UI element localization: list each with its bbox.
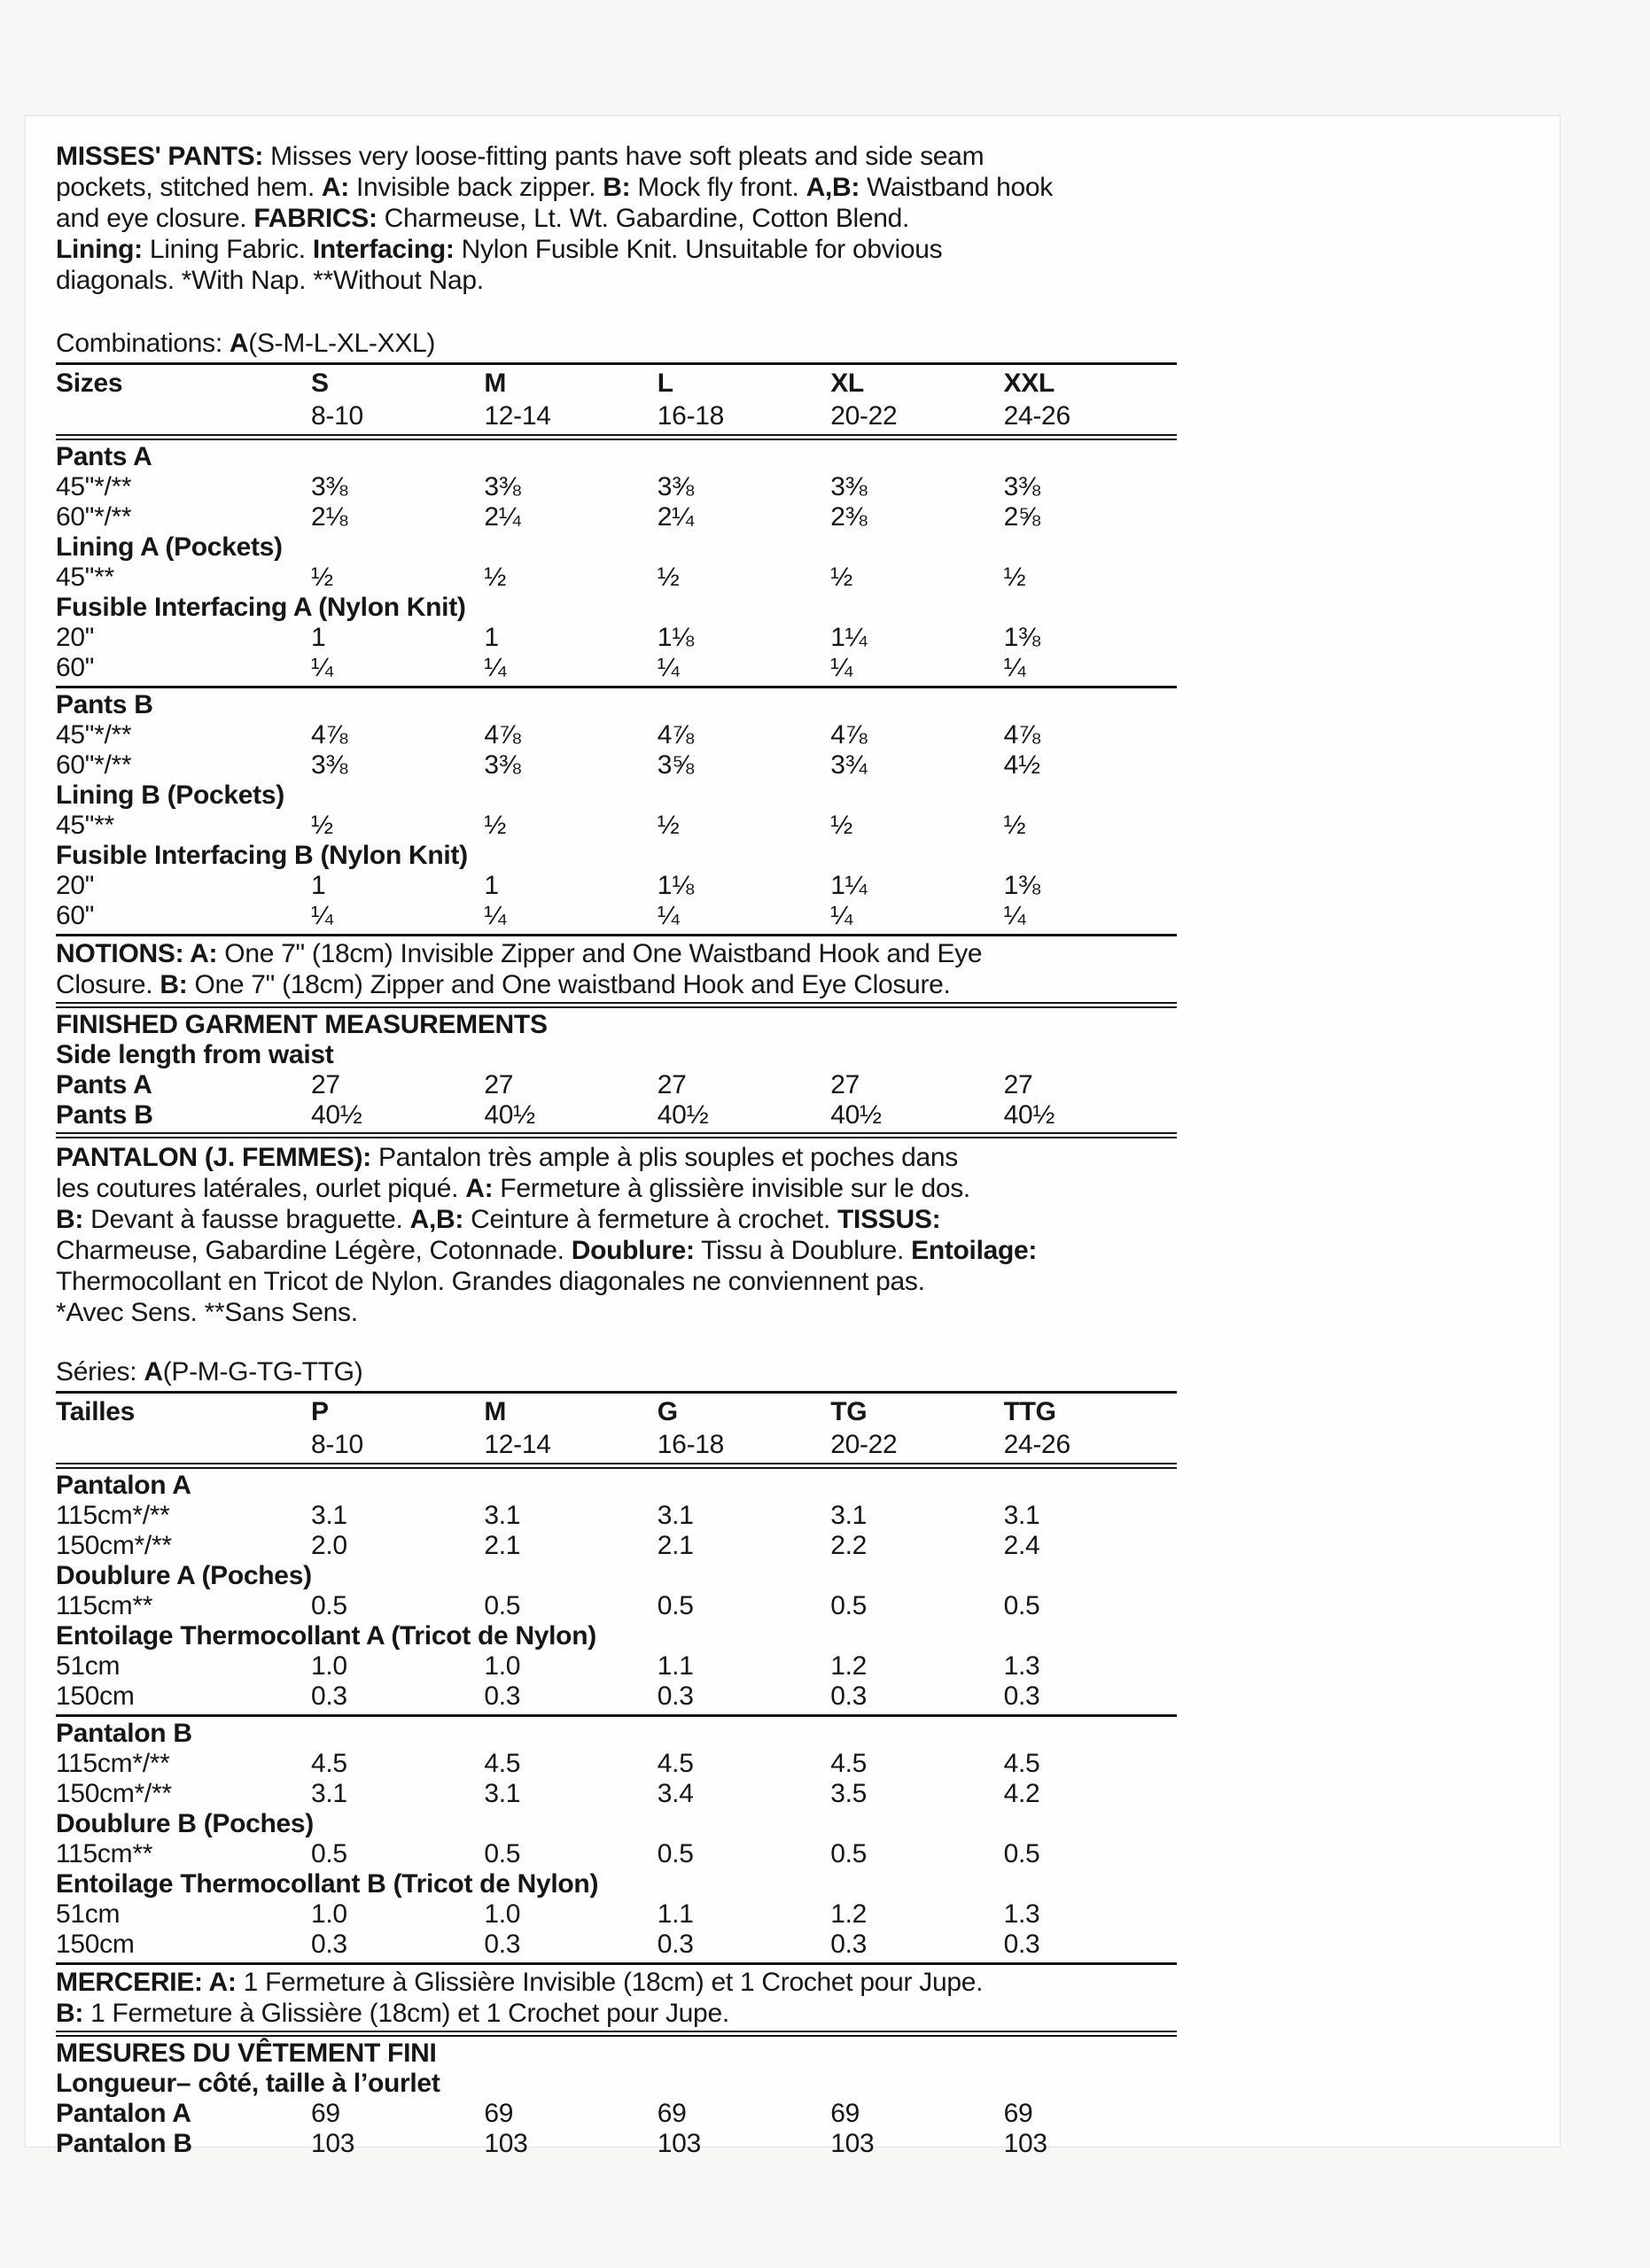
cell-value: 2.2 — [830, 1531, 867, 1560]
text-run: B: — [603, 173, 631, 202]
table-row — [56, 1100, 1177, 1130]
cell-value: M — [484, 1397, 507, 1426]
table-row — [56, 1070, 1177, 1100]
text-run: One 7" (18cm) Zipper and One waistband Hook and Eye Closure. — [187, 970, 951, 999]
cell-value: 0.3 — [830, 1930, 867, 1959]
row-label: Pantalon B — [56, 2129, 192, 2158]
row-label: 60"*/** — [56, 502, 132, 532]
table-row — [56, 720, 1177, 750]
table-row — [56, 502, 1177, 532]
divider-rule — [56, 2031, 1177, 2037]
cell-value: 2.0 — [311, 1531, 347, 1560]
text-run: Pantalon très ample à plis souples et poches dans — [370, 1143, 958, 1172]
row-label: Fusible Interfacing B (Nylon Knit) — [56, 841, 468, 870]
yardage-table-english — [56, 362, 1177, 936]
table-row — [56, 1395, 1177, 1428]
cell-value: 0.3 — [657, 1930, 694, 1959]
text-run: B: — [160, 970, 188, 999]
divider-rule — [56, 686, 1177, 688]
notions-paragraph — [56, 938, 1177, 1000]
cell-value: 103 — [484, 2129, 528, 2158]
table-row — [56, 1621, 1177, 1651]
row-label: 45"** — [56, 563, 114, 592]
cell-value: 1¼ — [830, 623, 868, 652]
cell-value: 0.5 — [1003, 1839, 1040, 1868]
divider-rule — [56, 1962, 1177, 1965]
cell-value: ¼ — [830, 653, 852, 682]
divider-rule — [56, 1714, 1177, 1717]
cell-value: ½ — [311, 563, 333, 592]
cell-value: 16-18 — [657, 401, 725, 431]
cell-value: 0.3 — [484, 1682, 521, 1711]
text-run: Interfacing: — [312, 235, 455, 264]
cell-value: ½ — [657, 811, 680, 840]
cell-value: ¼ — [1003, 653, 1026, 682]
cell-value: 4.2 — [1003, 1779, 1040, 1808]
row-label: Pantalon A — [56, 1471, 191, 1500]
row-label: Tailles — [56, 1397, 136, 1426]
row-label: 20" — [56, 871, 95, 900]
cell-value: 1 — [311, 871, 326, 900]
cell-value: 69 — [311, 2099, 340, 2128]
text-run: B: — [56, 1999, 84, 2028]
row-label: Entoilage Thermocollant A (Tricot de Nylon) — [56, 1621, 596, 1651]
table-row — [56, 1869, 1177, 1899]
table-row — [56, 1779, 1177, 1809]
cell-value: 3.1 — [657, 1501, 694, 1530]
text-run: Tissu à Doublure. — [694, 1236, 912, 1265]
cell-value: 8-10 — [311, 1430, 363, 1459]
cell-value: ¼ — [1003, 901, 1026, 930]
cell-value: 4⅞ — [484, 720, 521, 750]
cell-value: 0.5 — [830, 1591, 867, 1620]
cell-value: 0.5 — [311, 1839, 347, 1868]
cell-value: 1.0 — [311, 1899, 347, 1929]
row-label: 45"*/** — [56, 472, 132, 501]
row-label: 60"*/** — [56, 750, 132, 780]
cell-value: ½ — [484, 811, 507, 840]
yardage-table-french — [56, 1391, 1177, 1965]
row-label: 150cm — [56, 1682, 135, 1711]
cell-value: ¼ — [484, 653, 507, 682]
cell-value: 3.1 — [484, 1501, 521, 1530]
cell-value: XXL — [1003, 369, 1055, 398]
cell-value: 1.0 — [484, 1899, 521, 1929]
text-run: One 7" (18cm) Invisible Zipper and One Waistband Hook and Eye — [217, 939, 983, 968]
cell-value: 4⅞ — [1003, 720, 1040, 750]
cell-value: 27 — [1003, 1070, 1033, 1099]
cell-value: 3.1 — [1003, 1501, 1040, 1530]
cell-value: 1⅜ — [1003, 871, 1040, 900]
row-label: Sizes — [56, 369, 123, 398]
cell-value: 1¼ — [830, 871, 868, 900]
text-run: 1 Fermeture à Glissière (18cm) et 1 Crochet pour Jupe. — [83, 1999, 729, 2028]
cell-value: 1.1 — [657, 1899, 694, 1929]
cell-value: ½ — [484, 563, 507, 592]
text-run: Misses very loose-fitting pants have soft pleats and side seam — [263, 142, 985, 171]
cell-value: 1⅛ — [657, 871, 694, 900]
cell-value: 1.3 — [1003, 1651, 1040, 1681]
cell-value: 40½ — [657, 1100, 709, 1130]
text-run: Charmeuse, Gabardine Légère, Cotonnade. — [56, 1236, 572, 1265]
cell-value: 20-22 — [830, 1430, 898, 1459]
text-run: Thermocollant en Tricot de Nylon. Grandes diagonales ne conviennent pas. — [56, 1267, 925, 1296]
cell-value: 0.3 — [1003, 1682, 1040, 1711]
divider-rule — [56, 934, 1177, 936]
table-row — [56, 1471, 1177, 1501]
text-run: A,B: — [806, 173, 860, 202]
cell-value: 0.3 — [657, 1682, 694, 1711]
description-english — [56, 141, 1177, 296]
table-row — [56, 1040, 1177, 1070]
cell-value: TG — [830, 1397, 868, 1426]
panel-content — [56, 141, 1177, 2159]
row-label: Pants A — [56, 1070, 152, 1099]
cell-value: 27 — [484, 1070, 514, 1099]
table-row — [56, 1839, 1177, 1869]
cell-value: 2.1 — [484, 1531, 521, 1560]
table-row — [56, 1682, 1177, 1712]
divider-rule — [56, 1002, 1177, 1008]
table-row — [56, 367, 1177, 400]
finished-measurements-french — [56, 2031, 1177, 2159]
cell-value: 2⅜ — [830, 502, 868, 532]
row-label: MESURES DU VÊTEMENT FINI — [56, 2039, 437, 2068]
cell-value: 4.5 — [1003, 1749, 1040, 1778]
cell-value: 103 — [657, 2129, 701, 2158]
cell-value: 3.5 — [830, 1779, 867, 1808]
cell-value: ½ — [1003, 811, 1026, 840]
table-row — [56, 442, 1177, 472]
text-run: and eye closure. — [56, 204, 254, 233]
cell-value: 40½ — [311, 1100, 362, 1130]
row-label: 150cm*/** — [56, 1531, 172, 1560]
cell-value: 2.4 — [1003, 1531, 1040, 1560]
row-label: Doublure A (Poches) — [56, 1561, 312, 1590]
row-label: 45"** — [56, 811, 114, 840]
row-label: Lining B (Pockets) — [56, 781, 284, 810]
text-run: pockets, stitched hem. — [56, 173, 322, 202]
row-label: Doublure B (Poches) — [56, 1809, 314, 1838]
cell-value: 1.0 — [311, 1651, 347, 1681]
cell-value: 4.5 — [484, 1749, 521, 1778]
cell-value: 40½ — [830, 1100, 882, 1130]
cell-value: 20-22 — [830, 401, 898, 431]
cell-value: 3⅜ — [311, 750, 348, 780]
cell-value: 4.5 — [311, 1749, 347, 1778]
mercerie-paragraph — [56, 1967, 1177, 2029]
cell-value: 69 — [657, 2099, 687, 2128]
cell-value: 3.1 — [311, 1501, 347, 1530]
table-row — [56, 2129, 1177, 2159]
table-row — [56, 1428, 1177, 1461]
text-run: TISSUS: — [837, 1205, 941, 1234]
table-row — [56, 400, 1177, 432]
cell-value: 40½ — [484, 1100, 535, 1130]
row-label: Pantalon A — [56, 2099, 191, 2128]
row-label: 51cm — [56, 1899, 121, 1929]
text-run: A — [144, 1357, 163, 1386]
row-label: 60" — [56, 901, 95, 930]
text-run: Waistband hook — [860, 173, 1053, 202]
text-run: Entoilage: — [911, 1236, 1038, 1265]
cell-value: 3.1 — [311, 1779, 347, 1808]
cell-value: 4.5 — [830, 1749, 867, 1778]
text-run: A: — [465, 1174, 494, 1203]
divider-rule — [56, 1132, 1177, 1138]
text-run: MISSES' PANTS: — [56, 142, 264, 171]
table-row — [56, 1651, 1177, 1682]
cell-value: G — [657, 1397, 678, 1426]
cell-value: 3⅜ — [657, 472, 694, 501]
row-label: 115cm** — [56, 1839, 153, 1868]
cell-value: 2¼ — [484, 502, 521, 532]
text-run: FABRICS: — [253, 204, 377, 233]
cell-value: 4½ — [1003, 750, 1040, 780]
cell-value: 3⅜ — [484, 750, 521, 780]
cell-value: 0.5 — [830, 1839, 867, 1868]
series-line — [56, 1356, 1177, 1387]
text-run: Lining Fabric. — [142, 235, 313, 264]
text-run: Mock fly front. — [630, 173, 806, 202]
cell-value: 4⅞ — [830, 720, 868, 750]
cell-value: S — [311, 369, 329, 398]
text-run: Lining: — [56, 235, 143, 264]
table-row — [56, 2039, 1177, 2069]
table-row — [56, 1930, 1177, 1960]
cell-value: 27 — [657, 1070, 687, 1099]
cell-value: 1⅛ — [657, 623, 694, 652]
table-row — [56, 593, 1177, 623]
cell-value: 0.5 — [657, 1839, 694, 1868]
cell-value: ¼ — [311, 653, 333, 682]
text-run: A — [229, 329, 249, 358]
cell-value: 1 — [311, 623, 326, 652]
table-row — [56, 871, 1177, 901]
cell-value: ¼ — [657, 653, 680, 682]
cell-value: 0.5 — [1003, 1591, 1040, 1620]
pattern-info-panel — [25, 115, 1560, 2158]
row-label: 150cm — [56, 1930, 135, 1959]
text-run: Nylon Fusible Knit. Unsuitable for obvious — [454, 235, 943, 264]
row-label: 20" — [56, 623, 95, 652]
cell-value: 0.5 — [484, 1839, 521, 1868]
cell-value: 103 — [311, 2129, 355, 2158]
divider-rule — [56, 1391, 1177, 1394]
table-row — [56, 1591, 1177, 1621]
text-run: diagonals. *With Nap. **Without Nap. — [56, 266, 484, 295]
cell-value: ½ — [657, 563, 680, 592]
divider-rule — [56, 434, 1177, 440]
table-row — [56, 1531, 1177, 1561]
text-run: A,B: — [409, 1205, 464, 1234]
text-run: B: — [56, 1205, 84, 1234]
row-label: Longueur– côté, taille à l’ourlet — [56, 2069, 440, 2098]
cell-value: 3⅜ — [311, 472, 348, 501]
cell-value: 1.0 — [484, 1651, 521, 1681]
cell-value: 4.5 — [657, 1749, 694, 1778]
cell-value: 1.2 — [830, 1651, 867, 1681]
table-row — [56, 532, 1177, 563]
cell-value: 1.2 — [830, 1899, 867, 1929]
cell-value: 16-18 — [657, 1430, 725, 1459]
cell-value: L — [657, 369, 673, 398]
cell-value: ½ — [830, 563, 852, 592]
row-label: Lining A (Pockets) — [56, 532, 283, 562]
table-row — [56, 750, 1177, 781]
text-run: Séries: — [56, 1357, 144, 1386]
text-run: Ceinture à fermeture à crochet. — [463, 1205, 838, 1234]
text-run: *Avec Sens. **Sans Sens. — [56, 1298, 358, 1327]
row-label: 51cm — [56, 1651, 121, 1681]
combinations-line — [56, 328, 1177, 359]
row-label: 45"*/** — [56, 720, 132, 750]
cell-value: 24-26 — [1003, 401, 1070, 431]
cell-value: 0.3 — [1003, 1930, 1040, 1959]
cell-value: 27 — [830, 1070, 860, 1099]
cell-value: ¼ — [484, 901, 507, 930]
cell-value: ¼ — [830, 901, 852, 930]
finished-measurements-english — [56, 1002, 1177, 1138]
cell-value: 3.4 — [657, 1779, 694, 1808]
cell-value: 3.1 — [484, 1779, 521, 1808]
cell-value: 3⅜ — [484, 472, 521, 501]
row-label: 115cm*/** — [56, 1501, 170, 1530]
table-row — [56, 472, 1177, 502]
table-row — [56, 690, 1177, 720]
cell-value: 1⅜ — [1003, 623, 1040, 652]
cell-value: 69 — [484, 2099, 514, 2128]
table-row — [56, 1561, 1177, 1591]
row-label: Side length from waist — [56, 1040, 334, 1069]
cell-value: 8-10 — [311, 401, 363, 431]
cell-value: 0.5 — [484, 1591, 521, 1620]
cell-value: 1 — [484, 623, 499, 652]
cell-value: 2⅛ — [311, 502, 348, 532]
cell-value: 1.1 — [657, 1651, 694, 1681]
row-label: Pantalon B — [56, 1719, 192, 1748]
cell-value: 103 — [1003, 2129, 1047, 2158]
row-label: Entoilage Thermocollant B (Tricot de Nylon) — [56, 1869, 599, 1899]
cell-value: 12-14 — [484, 401, 551, 431]
table-row — [56, 563, 1177, 593]
table-row — [56, 1010, 1177, 1040]
cell-value: 3¾ — [830, 750, 868, 780]
row-label: 115cm** — [56, 1591, 153, 1620]
table-row — [56, 901, 1177, 931]
divider-rule — [56, 362, 1177, 365]
cell-value: 0.3 — [484, 1930, 521, 1959]
text-run: les coutures latérales, ourlet piqué. — [56, 1174, 466, 1203]
text-run: MERCERIE: A: — [56, 1968, 237, 1997]
table-row — [56, 653, 1177, 683]
text-run: Doublure: — [571, 1236, 695, 1265]
cell-value: 1.3 — [1003, 1899, 1040, 1929]
text-run: Closure. — [56, 970, 160, 999]
cell-value: 40½ — [1003, 1100, 1055, 1130]
cell-value: 69 — [830, 2099, 860, 2128]
cell-value: 12-14 — [484, 1430, 551, 1459]
cell-value: ½ — [1003, 563, 1026, 592]
text-run: Combinations: — [56, 329, 230, 358]
cell-value: 27 — [311, 1070, 340, 1099]
cell-value: 3⅝ — [657, 750, 694, 780]
cell-value: 4⅞ — [657, 720, 694, 750]
text-run: PANTALON (J. FEMMES): — [56, 1143, 371, 1172]
cell-value: 2⅝ — [1003, 502, 1040, 532]
cell-value: 69 — [1003, 2099, 1033, 2128]
cell-value: 3⅜ — [1003, 472, 1040, 501]
table-row — [56, 1899, 1177, 1930]
text-run: A: — [321, 173, 349, 202]
row-label: Pants B — [56, 1100, 153, 1130]
cell-value: 3.1 — [830, 1501, 867, 1530]
table-row — [56, 841, 1177, 871]
cell-value: M — [484, 369, 507, 398]
table-row — [56, 1501, 1177, 1531]
text-run: NOTIONS: A: — [56, 939, 218, 968]
table-row — [56, 781, 1177, 811]
cell-value: 0.3 — [830, 1682, 867, 1711]
cell-value: 3⅜ — [830, 472, 868, 501]
cell-value: 0.5 — [657, 1591, 694, 1620]
cell-value: ¼ — [657, 901, 680, 930]
cell-value: 103 — [830, 2129, 875, 2158]
table-row — [56, 2099, 1177, 2129]
cell-value: ½ — [830, 811, 852, 840]
cell-value: 0.5 — [311, 1591, 347, 1620]
table-row — [56, 1749, 1177, 1779]
cell-value: TTG — [1003, 1397, 1056, 1426]
cell-value: P — [311, 1397, 329, 1426]
cell-value: 0.3 — [311, 1930, 347, 1959]
description-french — [56, 1142, 1177, 1328]
table-row — [56, 2069, 1177, 2099]
text-run: Charmeuse, Lt. Wt. Gabardine, Cotton Blend. — [377, 204, 910, 233]
table-row — [56, 623, 1177, 653]
cell-value: XL — [830, 369, 864, 398]
cell-value: 0.3 — [311, 1682, 347, 1711]
cell-value: 2¼ — [657, 502, 694, 532]
text-run: Devant à fausse braguette. — [83, 1205, 410, 1234]
cell-value: 2.1 — [657, 1531, 694, 1560]
text-run: 1 Fermeture à Glissière Invisible (18cm) et 1 Crochet pour Jupe. — [236, 1968, 984, 1997]
row-label: 150cm*/** — [56, 1779, 172, 1808]
cell-value: 24-26 — [1003, 1430, 1070, 1459]
cell-value: 4⅞ — [311, 720, 348, 750]
text-run: Fermeture à glissière invisible sur le dos. — [493, 1174, 970, 1203]
table-row — [56, 1809, 1177, 1839]
cell-value: ½ — [311, 811, 333, 840]
row-label: 60" — [56, 653, 95, 682]
row-label: Fusible Interfacing A (Nylon Knit) — [56, 593, 466, 622]
cell-value: 1 — [484, 871, 499, 900]
row-label: FINISHED GARMENT MEASUREMENTS — [56, 1010, 548, 1039]
text-run: (S-M-L-XL-XXL) — [248, 329, 436, 358]
divider-rule — [56, 1463, 1177, 1469]
table-row — [56, 1719, 1177, 1749]
table-row — [56, 811, 1177, 841]
cell-value: ¼ — [311, 901, 333, 930]
row-label: Pants B — [56, 690, 153, 719]
text-run: (P-M-G-TG-TTG) — [162, 1357, 363, 1386]
row-label: 115cm*/** — [56, 1749, 170, 1778]
text-run: Invisible back zipper. — [348, 173, 603, 202]
row-label: Pants A — [56, 442, 152, 471]
